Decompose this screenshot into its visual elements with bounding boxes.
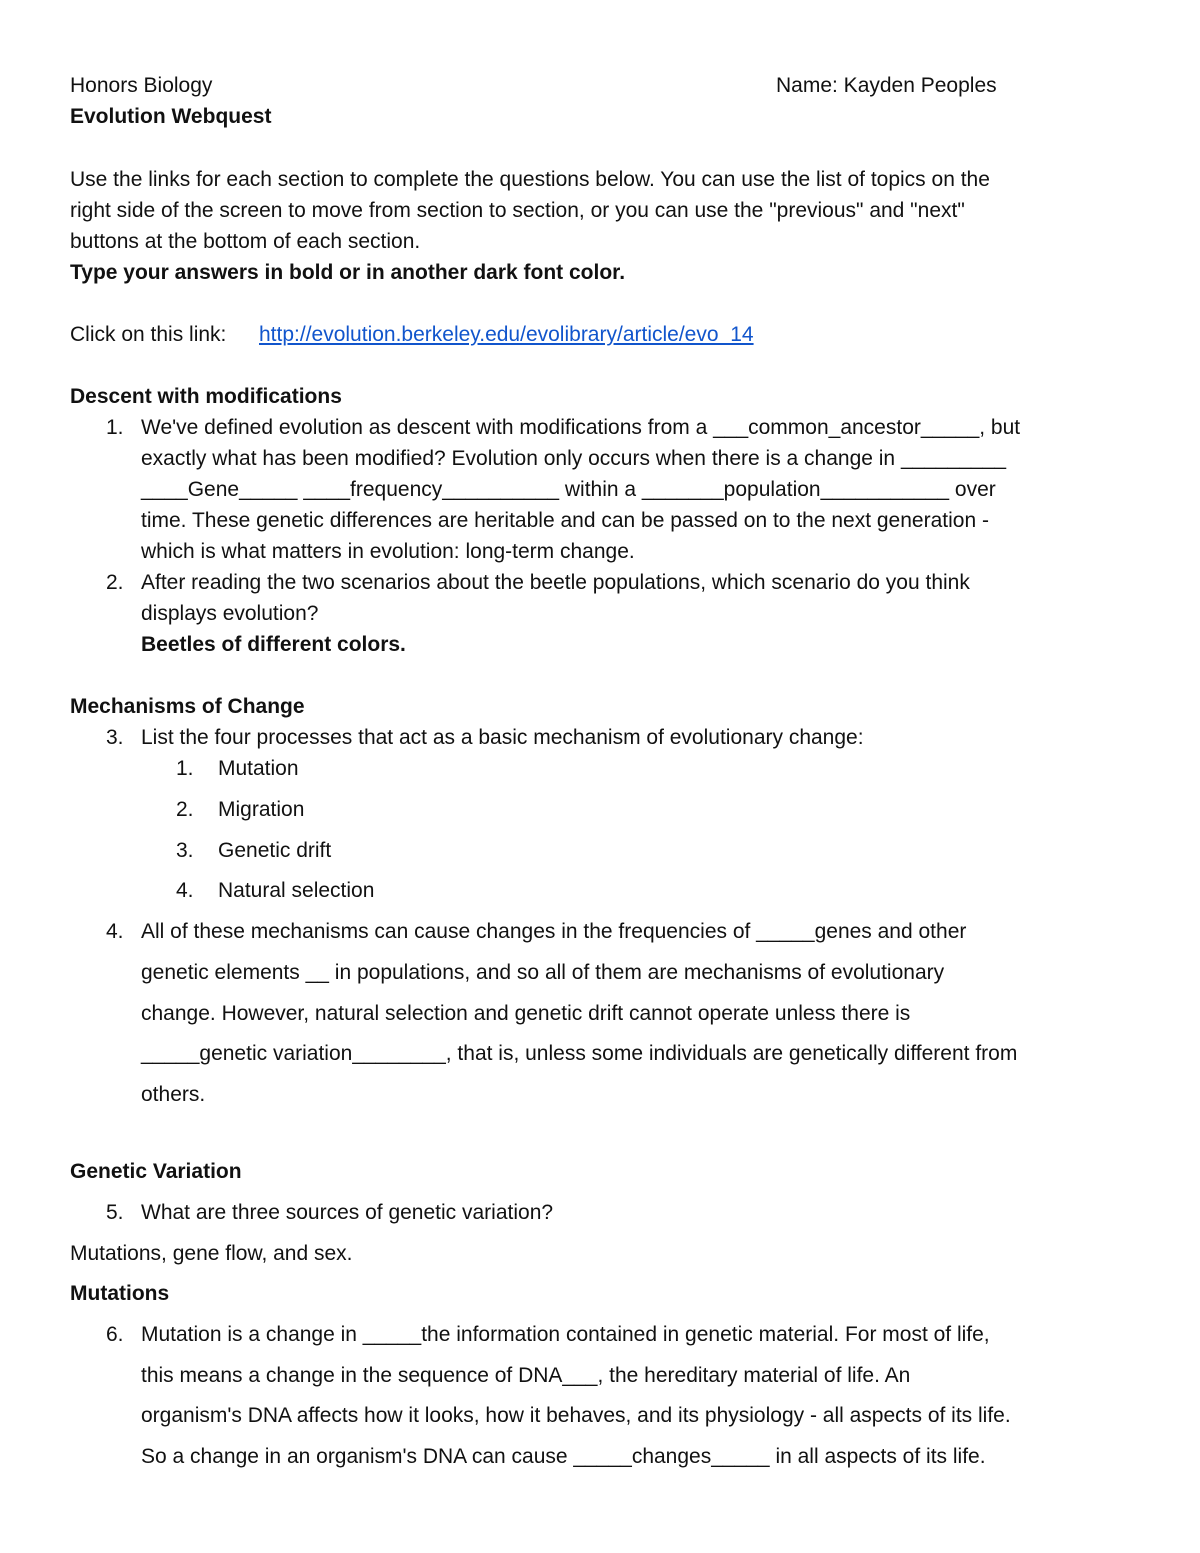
question-text: ____Gene_____ ____frequency__________ within a _______population___________ over — [141, 478, 996, 501]
list-item: Genetic drift — [218, 839, 332, 862]
question-text: others. — [141, 1083, 206, 1106]
question-text: What are three sources of genetic variation? — [141, 1201, 554, 1224]
section-heading-mutations: Mutations — [70, 1282, 170, 1305]
question-number: 6. — [106, 1323, 124, 1346]
question-text: So a change in an organism's DNA can cause _____changes_____ in all aspects of its life. — [141, 1445, 986, 1468]
list-item-number: 1. — [176, 757, 194, 780]
question-text: displays evolution? — [141, 602, 319, 625]
question-text: organism's DNA affects how it looks, how it behaves, and its physiology - all aspects of its life. — [141, 1404, 1011, 1427]
question-text: All of these mechanisms can cause changes in the frequencies of _____genes and other — [141, 920, 967, 943]
question-text: _____genetic variation________, that is, unless some individuals are genetically different from — [141, 1042, 1018, 1065]
question-text: this means a change in the sequence of DNA___, the hereditary material of life. An — [141, 1364, 911, 1387]
question-text: Mutation is a change in _____the information contained in genetic material. For most of life, — [141, 1323, 990, 1346]
intro-line: Use the links for each section to complete the questions below. You can use the list of topics on the — [70, 168, 990, 191]
list-item: Mutation — [218, 757, 299, 780]
list-item: Migration — [218, 798, 305, 821]
question-number: 1. — [106, 416, 124, 439]
question-number: 4. — [106, 920, 124, 943]
list-item: Natural selection — [218, 879, 375, 902]
question-number: 5. — [106, 1201, 124, 1224]
list-item-number: 2. — [176, 798, 194, 821]
question-number: 2. — [106, 571, 124, 594]
question-text: exactly what has been modified? Evolution only occurs when there is a change in _________ — [141, 447, 1007, 470]
question-text: After reading the two scenarios about the beetle populations, which scenario do you think — [141, 571, 970, 594]
section-heading-mechanisms: Mechanisms of Change — [70, 695, 305, 718]
question-text: change. However, natural selection and genetic drift cannot operate unless there is — [141, 1002, 911, 1025]
link-prefix: Click on this link: — [70, 323, 227, 346]
question-text: which is what matters in evolution: long-term change. — [141, 540, 635, 563]
question-text: genetic elements __ in populations, and so all of them are mechanisms of evolutionary — [141, 961, 945, 984]
question-number: 3. — [106, 726, 124, 749]
question-text: We've defined evolution as descent with modifications from a ___common_ancestor_____, but — [141, 416, 1021, 439]
list-item-number: 3. — [176, 839, 194, 862]
answer-text: Mutations, gene flow, and sex. — [70, 1242, 353, 1265]
answer-text: Beetles of different colors. — [141, 633, 406, 656]
intro-line: buttons at the bottom of each section. — [70, 230, 421, 253]
instruction-text: Type your answers in bold or in another dark font color. — [70, 261, 626, 284]
page-title: Evolution Webquest — [70, 105, 272, 128]
intro-line: right side of the screen to move from section to section, or you can use the "previous" and "next" — [70, 199, 965, 222]
section-heading-descent: Descent with modifications — [70, 385, 342, 408]
webquest-link[interactable]: http://evolution.berkeley.edu/evolibrary/article/evo_14 — [259, 323, 754, 346]
list-item-number: 4. — [176, 879, 194, 902]
course-name: Honors Biology — [70, 74, 213, 97]
question-text: List the four processes that act as a basic mechanism of evolutionary change: — [141, 726, 864, 749]
student-name: Name: Kayden Peoples — [776, 74, 997, 97]
question-text: time. These genetic differences are heritable and can be passed on to the next generation - — [141, 509, 989, 532]
section-heading-variation: Genetic Variation — [70, 1160, 242, 1183]
